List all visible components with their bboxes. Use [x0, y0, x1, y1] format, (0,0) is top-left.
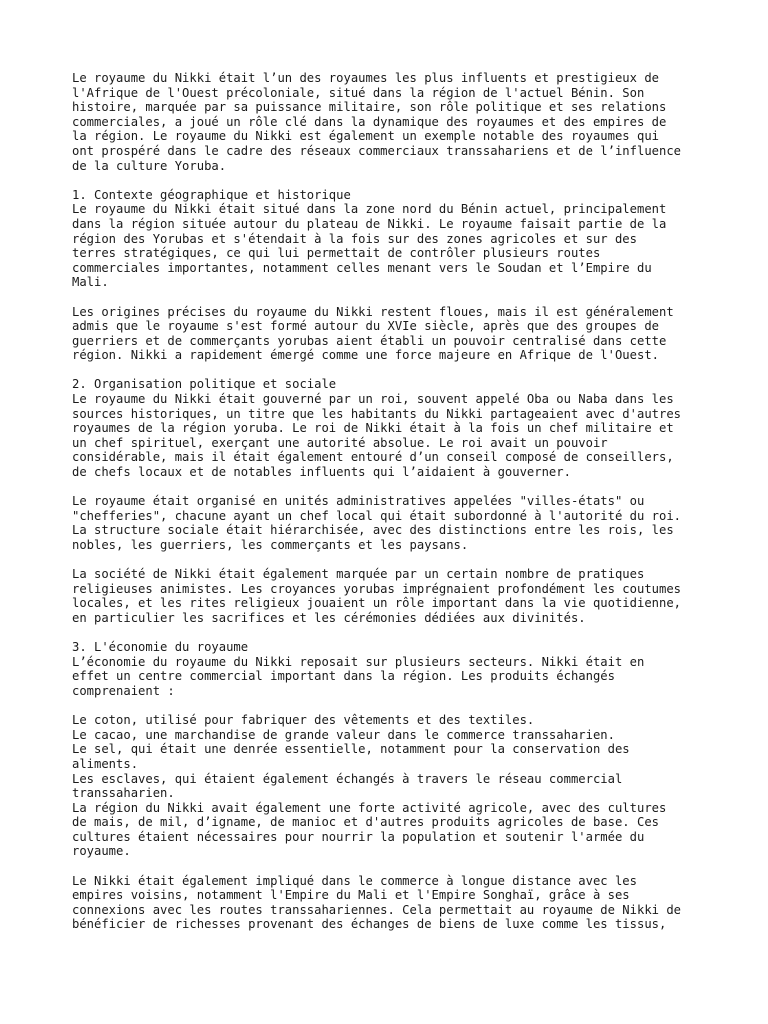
text-line: Le royaume du Nikki était situé dans la zone nord du Bénin actuel, principalement [72, 202, 667, 217]
religion-paragraph [72, 567, 712, 625]
text-line: commerciales importantes, notamment celles menant vers le Soudan et l’Empire du [72, 260, 652, 275]
text-line: royaumes de la région yoruba. Le roi de Nikki était à la fois un chef militaire et [72, 421, 674, 436]
text-line: de chefs locaux et de notables influents qui l’aidaient à gouverner. [72, 465, 571, 480]
section-heading: 1. Contexte géographique et historique [72, 187, 351, 202]
text-line: cultures étaient nécessaires pour nourrir la population et soutenir l'armée du [72, 829, 645, 844]
text-line: effet un centre commercial important dans la région. Les produits échangés [72, 669, 615, 684]
text-line: la région. Le royaume du Nikki est également un exemple notable des royaumes qui [72, 129, 659, 144]
text-line: admis que le royaume s'est formé autour du XVIe siècle, après que des groupes de [72, 319, 659, 334]
text-line: bénéficier de richesses provenant des échanges de biens de luxe comme les tissus, [72, 917, 667, 932]
list-item: aliments. [72, 756, 139, 771]
text-line: un chef spirituel, exerçant une autorité absolue. Le roi avait un pouvoir [72, 435, 608, 450]
text-line: guerriers et de commerçants yorubas aient établi un pouvoir centralisé dans cette [72, 333, 667, 348]
text-line: comprenaient : [72, 683, 175, 698]
text-line: "chefferies", chacune ayant un chef local qui était subordonné à l'autorité du roi. [72, 508, 682, 523]
section-1-paragraph [72, 188, 712, 290]
text-line: Le royaume du Nikki était l’un des royaumes les plus influents et prestigieux de [72, 71, 659, 85]
products-list [72, 713, 712, 859]
text-line: Le royaume du Nikki était gouverné par un roi, souvent appelé Oba ou Naba dans les [72, 392, 674, 407]
text-line: commerciales, a joué un rôle clé dans la dynamique des royaumes et des empires de [72, 114, 667, 129]
list-item: Le cacao, une marchandise de grande valeur dans le commerce transsaharien. [72, 727, 615, 742]
text-line: de mais, de mil, d’igname, de manioc et d'autres produits agricoles de base. Ces [72, 815, 659, 830]
text-line: La structure sociale était hiérarchisée, avec des distinctions entre les rois, les [72, 523, 674, 538]
text-line: en particulier les sacrifices et les cérémonies dédiées aux divinités. [72, 610, 586, 625]
section-heading: 3. L'économie du royaume [72, 640, 249, 655]
text-line: empires voisins, notamment l'Empire du Mali et l'Empire Songhaï, grâce à ses [72, 888, 630, 903]
list-item: transsaharien. [72, 786, 175, 801]
text-line: Le royaume était organisé en unités administratives appelées "villes-états" ou [72, 494, 645, 509]
text-line: dans la région située autour du plateau de Nikki. Le royaume faisait partie de la [72, 216, 667, 231]
text-line: région des Yorubas et s'étendait à la fois sur des zones agricoles et sur des [72, 231, 637, 246]
document-page [72, 71, 712, 947]
section-2-paragraph [72, 377, 712, 479]
section-3-paragraph [72, 640, 712, 698]
text-line: nobles, les guerriers, les commerçants et les paysans. [72, 538, 469, 552]
text-line: ont prospéré dans le cadre des réseaux commerciaux transsahariens et de l’influence [72, 143, 682, 158]
text-line: L’économie du royaume du Nikki reposait sur plusieurs secteurs. Nikki était en [72, 654, 645, 669]
text-line: terres stratégiques, ce qui lui permettait de contrôler plusieurs routes [72, 246, 601, 261]
text-line: l'Afrique de l'Ouest précoloniale, situé dans la région de l'actuel Bénin. Son [72, 85, 645, 100]
text-line: Le Nikki était également impliqué dans le commerce à longue distance avec les [72, 873, 637, 888]
list-item: Le coton, utilisé pour fabriquer des vêtements et des textiles. [72, 713, 535, 728]
structure-paragraph [72, 494, 712, 552]
text-line: royaume. [72, 844, 131, 859]
text-line: locales, et les rites religieux jouaient un rôle important dans la vie quotidienne, [72, 596, 682, 611]
text-line: considérable, mais il était également entouré d’un conseil composé de conseillers, [72, 450, 674, 465]
text-line: Les origines précises du royaume du Nikki restent floues, mais il est généralement [72, 304, 674, 319]
list-item: Les esclaves, qui étaient également échangés à travers le réseau commercial [72, 771, 623, 786]
intro-paragraph [72, 71, 712, 173]
text-line: Mali. [72, 275, 109, 290]
origins-paragraph [72, 305, 712, 363]
text-line: région. Nikki a rapidement émergé comme une force majeure en Afrique de l'Ouest. [72, 348, 659, 363]
text-line: histoire, marquée par sa puissance militaire, son rôle politique et ses relations [72, 100, 667, 115]
trade-paragraph [72, 874, 712, 932]
section-heading: 2. Organisation politique et sociale [72, 377, 337, 392]
text-line: sources historiques, un titre que les habitants du Nikki partageaient avec d'autres [72, 406, 682, 421]
text-line: religieuses animistes. Les croyances yorubas imprégnaient profondément les coutumes [72, 581, 682, 596]
text-line: La société de Nikki était également marquée par un certain nombre de pratiques [72, 567, 645, 582]
text-line: La région du Nikki avait également une forte activité agricole, avec des cultures [72, 800, 667, 815]
text-line: connexions avec les routes transsahariennes. Cela permettait au royaume de Nikki de [72, 902, 682, 917]
text-line: de la culture Yoruba. [72, 158, 227, 173]
list-item: Le sel, qui était une denrée essentielle, notamment pour la conservation des [72, 742, 630, 757]
